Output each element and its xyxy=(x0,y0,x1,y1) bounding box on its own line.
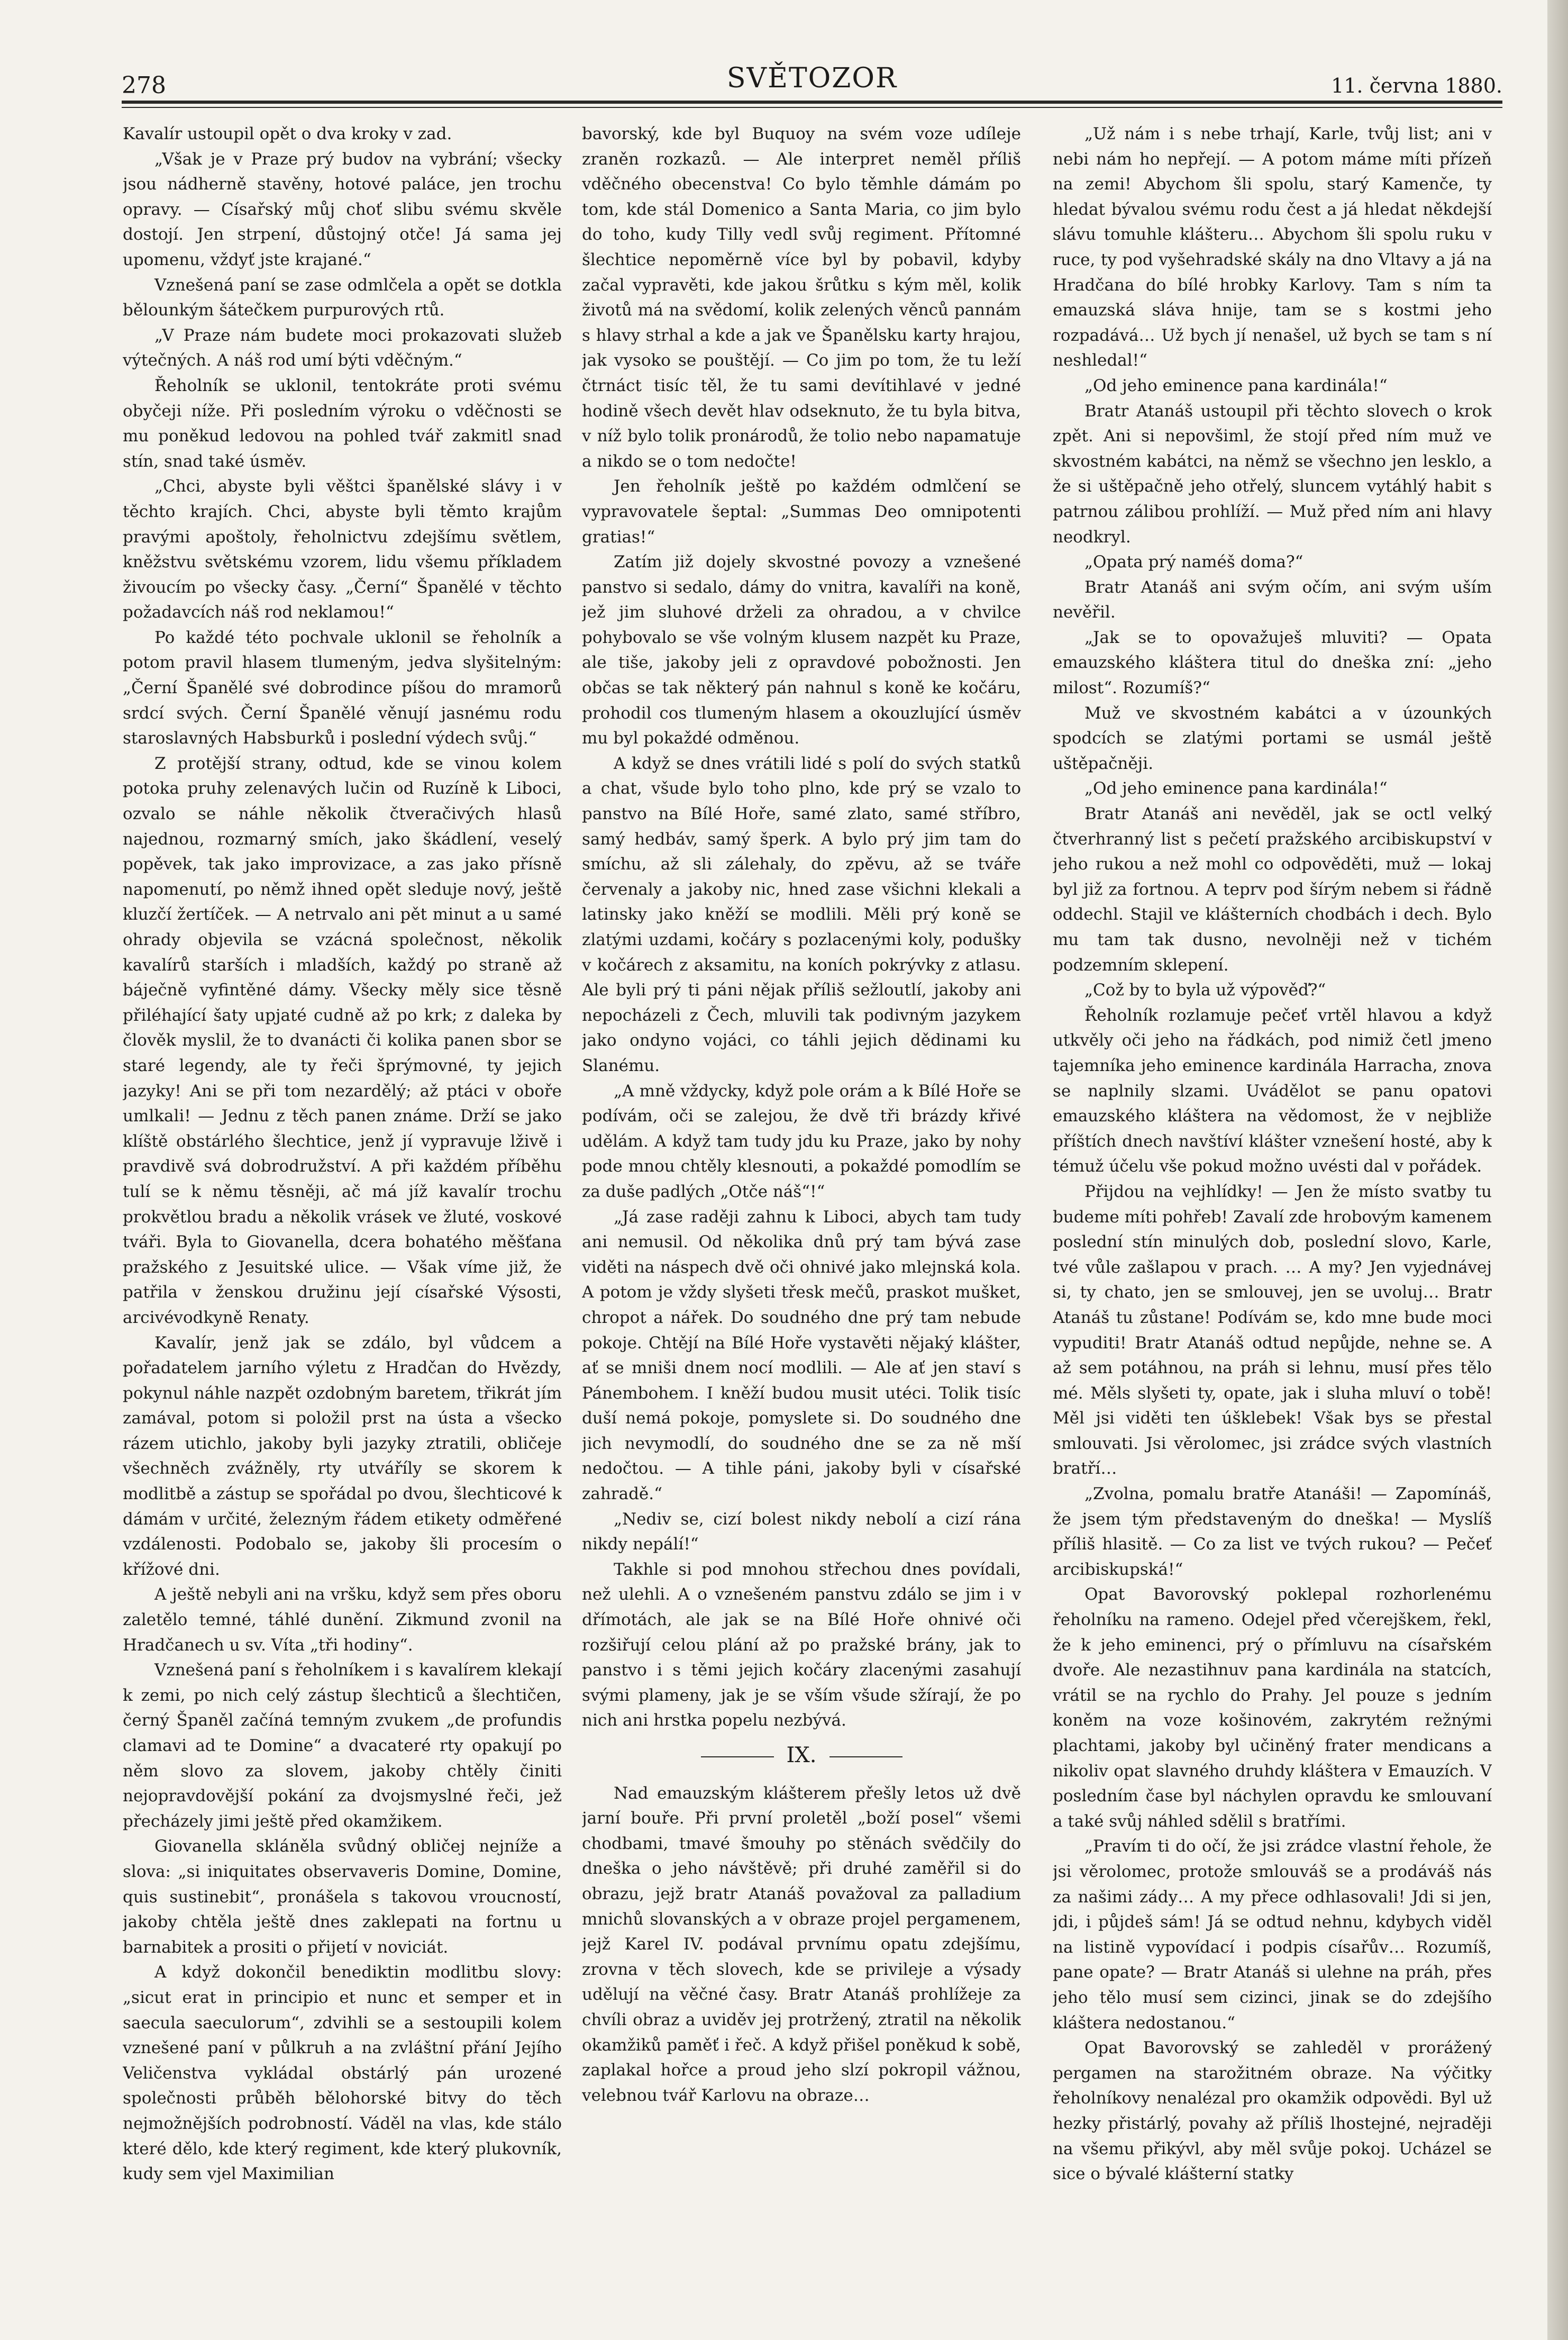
paragraph: „Však je v Praze prý budov na vybrání; všecky jsou nádherně stavěny, hotové paláce, jen trochu opravy. — Císařský můj choť slibu svému skvěle dostojí. Jen strpení, důstojný otče! Já sama jej upomenu, vždyť jste krajané.“ xyxy=(123,149,562,269)
paragraph: Bratr Atanáš ustoupil při těchto slovech o krok zpět. Ani si nepovšiml, že stojí před ním muž ve skvostném kabátci, na němž se všechno jen lesklo, a že si uštěpačně jeho otřelý, sluncem vytáhlý habit s patrnou zálibou prohlíží. — Muž před ním ani hlavy neodkryl. xyxy=(1053,401,1492,547)
paragraph: Z protější strany, odtud, kde se vinou kolem potoka pruhy zelenavých lučin od Ruzíně k Liboci, ozvalo se náhle několik čtveračivých hlasů najednou, rozmarný smích, jako škádlení, veselý popěvek, tak jako improvizace, a zas jako přísně napomenutí, po němž ihned opět sleduje nový, ještě kluzčí žertíček. — A netrvalo ani pět minut a u samé ohrady objevila se vzácná společnost, několik kavalírů starších i mladších, každý po straně až báječně vyfintěné dámy. Všecky měly sice těsně přiléhající šaty upjaté cudně až po krk; z daleka by člověk myslil, že to dvanácti či kolika panen sbor se staré legendy, ale ty řeči šprýmovné, ty jejich jazyky! Ani se při tom nezardělý; až ptáci v oboře umlkali! — Jednu z těch panen známe. Drží se jako klíště obstárlého šlechtice, jenž jí vypravuje lživě i pravdivě svá dobrodružství. A při každém příběhu tulí se k němu těsněji, ač má jíž kavalír trochu prokvětlou bradu a několik vrásek ve žluté, voskové tváři. Byla to Giovanella, dcera bohatého měšťana pražského z Jesuitské ulice. — Však víme již, že patřila v ženskou družinu její císařské Výsosti, arcivévodkyně Renaty. xyxy=(123,754,562,1327)
section-rule-left xyxy=(701,1756,774,1757)
paragraph: A když se dnes vrátili lidé s polí do svých statků a chat, všude bylo toho plno, kde prý se vzalo to panstvo na Bílé Hoře, samé zlato, samé stříbro, samý hedbáv, samý šperk. A bylo prý jim tam do smíchu, až sli zálehaly, do zpěvu, až se tváře červenaly a jakoby nic, hned zase všichni klekali a latinsky jako kněží se modlili. Měli prý koně se zlatými uzdami, kočáry s pozlacenými koly, podušky v kočárech z aksamitu, na koních pokrývky z atlasu. Ale byli prý ti páni nějak příliš sežloutlí, jakoby ani nepocházeli z Čech, mluvili tak podivným jazykem jako ondyno vojáci, co táhli jejich dědinami ku Slanému. xyxy=(582,754,1021,1075)
column-2-before-section xyxy=(582,122,1021,1734)
paragraph: Bratr Atanáš ani nevěděl, jak se octl velký čtverhranný list s pečetí pražského arcibiskupství v jeho rukou a než mohl co odpověděti, muž — lokaj byl již za fortnou. A teprv pod šírým nebem si řádně oddechl. Stajil ve klášterních chodbách i dech. Bylo mu tam tak dusno, nevolněji než v tichém podzemním sklepení. xyxy=(1053,804,1492,975)
paragraph: Řeholník rozlamuje pečeť vrtěl hlavou a když utkvěly oči jeho na řádkách, pod nimiž četl jmeno tajemníka jeho eminence kardinála Harracha, znova se naplnily slzami. Uvádělot se panu opatovi emauzského kláštera na vědomost, že v nejbliže příštích dnech navštíví klášter vznešení hosté, aby k témuž účelu vše pokud možno uvésti dal v pořádek. xyxy=(1053,1005,1492,1176)
section-heading xyxy=(582,1743,1021,1768)
header-rule-thin xyxy=(122,107,1502,108)
issue-date: 11. června 1880. xyxy=(1331,74,1502,97)
paragraph: „A mně vždycky, když pole orám a k Bílé Hoře se podívám, oči se zalejou, že dvě tři brázdy křivé udělám. A když tam tudy jdu ku Praze, jako by nohy pode mnou chtěly klesnouti, a pokaždé pomodlím se za duše padlých „Otče náš“!“ xyxy=(582,1081,1021,1201)
paragraph: „Od jeho eminence pana kardinála!“ xyxy=(1084,376,1388,395)
journal-title: SVĚTOZOR xyxy=(726,62,898,94)
paragraph: Opat Bavorovský se zahleděl v prorážený pergamen na starožitném obraze. Na výčitky řeholníkovy nenalézal pro okamžik odpovědi. Byl už hezky přistárlý, povahy až příliš lhostejné, nejraději na všemu přikývl, aby měl svůje pokoj. Ucházel se sice o bývalé klášterní statky xyxy=(1053,2038,1492,2184)
paragraph: Jen řeholník ještě po každém odmlčení se vypravovatele šeptal: „Summas Deo omnipotenti gratias!“ xyxy=(582,477,1021,547)
paragraph: „Od jeho eminence pana kardinála!“ xyxy=(1084,779,1388,799)
column-2-after-section xyxy=(582,1781,1021,2109)
paragraph: „Pravím ti do očí, že jsi zrádce vlastní řehole, že jsi věrolomec, protože smlouváš se a prodáváš nás za našimi zády… A my přece odhlasovali! Jdi si jen, jdi, i půjdeš sám! Já se odtud nehnu, kdybych viděl na listině vypovídací i podpis císařův… Rozumíš, pane opate? — Bratr Atanáš si ulehne na práh, přes jeho tělo musí sem cizinci, jinak se do zdejšího kláštera nedostanou.“ xyxy=(1053,1837,1492,2033)
paragraph: A když dokončil benediktin modlitbu slovy: „sicut erat in principio et nunc et semper et in saecula saeculorum“, zdvihli se a sestoupili kolem vznešené paní v půlkruh a na zvláštní přání Jejího Veličenstva vykládal obstárlý pán urozené společnosti průběh bělohorské bitvy do těch nejmožnějších podrobností. Váděl na vlas, kde stálo které dělo, kde který regiment, kde který plukovník, kudy sem vjel Maximilian xyxy=(123,1963,562,2184)
text-column-2 xyxy=(582,122,1021,2291)
paragraph: „Opata prý naméš doma?“ xyxy=(1084,552,1303,572)
section-rule-right xyxy=(829,1756,902,1757)
paragraph: „Což by to byla už výpověď?“ xyxy=(1084,981,1326,1000)
paragraph: Přijdou na vejhlídky! — Jen že místo svatby tu budeme míti pohřeb! Zavalí zde hrobovým kamenem poslední stín minulých dob, poslední slovo, Karle, tvé vůle zašlapou v prach. … A my? Jen vyjednávej si, ty chato, jen se smlouvej, jen se uvoluj… Bratr Atanáš tu zůstane! Podívám se, kdo mne bude moci vypuditi! Bratr Atanáš odtud nepůjde, nehne se. A až sem potáhnou, na práh si lehnu, musí přes tělo mé. Měls slyšeti ty, opate, jak i sluha mluví o tobě! Měl jsi viděti ten úšklebek! Však bys se přestal smlouvati. Jsi věrolomec, jsi zrádce svých vlastních bratří… xyxy=(1053,1182,1492,1479)
paragraph: Muž ve skvostném kabátci a v úzounkých spodcích se zlatými portami se usmál ještě uštěpačněji. xyxy=(1053,703,1492,773)
paragraph: Giovanella skláněla svůdný obličej nejníže a slova: „si iniquitates observaveris Domine, Domine, quis sustinebit“, pronášela s takovou vroucností, jakoby chtěla ještě dnes zaklepati na fortnu u barnabitek a prositi o přijetí v noviciát. xyxy=(123,1837,562,1957)
paragraph: „Chci, abyste byli věštci španělské slávy i v těchto krajích. Chci, abyste byli těmto krajům pravými apoštoly, řeholnictvu zdejšímu světlem, kněžstvu světskému vzorem, lidu všemu příkladem živoucím po všecky časy. „Černí“ Španělé v těchto požadavcích náš rod neklamou!“ xyxy=(123,477,562,622)
paragraph: Po každé této pochvale uklonil se řeholník a potom pravil hlasem tlumeným, jedva slyšitelným: „Černí Španělé své dobrodince píšou do mramorů srdcí svých. Černí Španělé věnují jasnému rodu staroslavných Habsburků i poslední výdech svůj.“ xyxy=(123,628,562,748)
text-column-1 xyxy=(123,122,562,2291)
paragraph: Řeholník se uklonil, tentokráte proti svému obyčeji níže. Při posledním výroku o vděčnosti se mu poněkud ledovou na pohled tvář zakmitl snad stín, snad také úsměv. xyxy=(123,376,562,471)
text-column-3 xyxy=(1053,122,1492,2291)
paragraph: bavorský, kde byl Buquoy na svém voze udíleje zraněn rozkazů. — Ale interpret neměl příliš vděčného obecenstva! Co bylo těmhle dámám po tom, kde stál Domenico a Santa Maria, co jim bylo do toho, kudy Tilly vedl svůj regiment. Přítomné šlechtice nepoměrně více byl by pobavil, kdyby začal vypravěti, kde jakou šrůtku s kým měl, kolik životů má na svědomí, kolik zelených věnců pannám s hlavy strhal a kde a jak ve Španělsku karty hrajou, jak vysoko se pouštějí. — Co jim po tom, že tu leží čtrnáct tisíc těl, že tu sami devítihlavé v jedné hodině všech devět hlav odseknuto, že tu byla bitva, v níž bylo tolik pronárodů, že tolio nebo napamatuje a nikdo se o tom nedočte! xyxy=(582,124,1021,471)
paragraph: Vznešená paní se zase odmlčela a opět se dotkla bělounkým šátečkem purpurových rtů. xyxy=(123,275,562,320)
paragraph: „V Praze nám budete moci prokazovati služeb výtečných. A náš rod umí býti vděčným.“ xyxy=(123,325,562,370)
paragraph: „Já zase raději zahnu k Liboci, abych tam tudy ani nemusil. Od několika dnů prý tam bývá zase viděti na náspech dvě oči ohnivé jako mlejnská kola. A potom je vždy slyšeti třesk mečů, praskot mušket, chropot a nářek. Do soudného dne prý tam nebude pokoje. Chtějí na Bílé Hoře vystavěti nějaký klášter, ať se mniši dnem nocí modlili. — Ale ať jen staví s Pánembohem. I kněží budou musit utéci. Tolik tisíc duší nemá pokoje, pomyslete si. Do soudného dne jich nevymodlí, do soudného dne se za ně mší nedočtou. — A tihle páni, jakoby byli v císařské zahradě.“ xyxy=(582,1207,1021,1504)
paragraph: „Už nám i s nebe trhají, Karle, tvůj list; ani v nebi nám ho nepřejí. — A potom máme míti přízeň na zemi! Abychom šli spolu, starý Kamenče, ty hledat bývalou svému rodu čest a já hledat někdejší slávu tomuhle klášteru… Abychom šli spolu ruku v ruce, ty pod vyšehradské skály na dno Vltavy a já na Hradčana do bílé hrobky Karlovy. Tam s ním ta emauzská sláva hnije, tam se s kostmi jeho rozpadává… Už bych jí nenašel, už bych se tam s ní neshledal!“ xyxy=(1053,124,1492,370)
page-edge xyxy=(1547,0,1568,2340)
paragraph: „Jak se to opovažuješ mluviti? — Opata emauzského kláštera titul do dneška zní: „jeho milost“. Rozumíš?“ xyxy=(1053,628,1492,698)
paragraph: „Zvolna, pomalu bratře Atanáši! — Zapomínáš, že jsem tým představeným do dneška! — Myslíš příliš hlasitě. — Co za list ve tvých rukou? — Pečeť arcibiskupská!“ xyxy=(1053,1484,1492,1579)
paragraph: A ještě nebyli ani na vršku, když sem přes oboru zaletělo temné, táhlé dunění. Zikmund zvonil na Hradčanech u sv. Víta „tři hodiny“. xyxy=(123,1585,562,1655)
paragraph: Bratr Atanáš ani svým očím, ani svým uším nevěřil. xyxy=(1053,577,1492,622)
paragraph: Kavalír, jenž jak se zdálo, byl vůdcem a pořadatelem jarního výletu z Hradčan do Hvězdy, pokynul náhle nazpět ozdobným baretem, třikrát jím zamával, potom si položil prst na ústa a všecko rázem utichlo, jakoby byli jazyky ztratili, obličeje všechněch zvážněly, rty utváříly se skorem k modlitbě a zástup se spořádal po dvou, šlechticové k dámám v určité, železným řádem etikety odměřené vzdálenosti. Podobalo se, jakoby šli procesím o křížové dni. xyxy=(123,1333,562,1579)
paragraph: Vznešená paní s řeholníkem i s kavalírem klekají k zemi, po nich celý zástup šlechticů a šlechtičen, černý Španěl začíná temným zvukem „de profundis clamavi ad te Domine“ a dvacateré rty opakují po něm slovo za slovem, jakoby chtěly činiti nejopravdovější pokání za dvojsmyslné řeči, jež přecházely jimi ještě před okamžikem. xyxy=(123,1661,562,1831)
paragraph: „Nediv se, cizí bolest nikdy nebolí a cizí rána nikdy nepálí!“ xyxy=(582,1509,1021,1554)
paragraph: Kavalír ustoupil opět o dva kroky v zad. xyxy=(123,124,452,143)
header-rule xyxy=(122,101,1502,104)
page-number: 278 xyxy=(122,72,166,99)
section-title: IX. xyxy=(786,1743,817,1767)
paragraph: Nad emauzským klášterem přešly letos už dvě jarní bouře. Při první proletěl „boží posel“ všemi chodbami, tmavé šmouhy po stěnách svědčily do dneška o jeho návštěvě; při druhé zaměřil si do obrazu, jejž bratr Atanáš považoval za palladium mnichů slovanských a v obraze projel pergamenem, jejž Karel IV. podával prvnímu opatu zdejšímu, zrovna v těch slovech, kde se privileje a výsady udělují na věčné časy. Bratr Atanáš prohlížeje za chvíli obraz a uviděv jej protržený, ztratil na několik okamžiků paměť i řeč. A když přišel poněkud k sobě, zaplakal hořce a proud jeho slzí pokropil vážnou, velebnou tvář Karlovu na obraze… xyxy=(582,1783,1021,2105)
paragraph: Zatím již dojely skvostné povozy a vznešené panstvo si sedalo, dámy do vnitra, kavalíři na koně, jež jim sluhové drželi za ohradou, a v chvilce pohybovalo se vše volným klusem nazpět ku Praze, ale tiše, jakoby jeli z opravdové pobožnosti. Jen občas se tak některý pán nahnul s koně ke kočáru, prohodil cos tlumeným hlasem a okouzlující úsměv mu byl pokaždé odměnou. xyxy=(582,552,1021,748)
paragraph: Opat Bavorovský poklepal rozhorlenému řeholníku na rameno. Odejel před včerejškem, řekl, že k jeho eminenci, prý o přímluvu na císařském dvoře. Ale nezastihnuv pana kardinála na statcích, vrátil se na rychlo do Prahy. Jel pouze s jedním koněm na voze košinovém, zakrytém režnými plachtami, jakoby byl učiněný frater mendicans a nikoliv opat slavného druhdy kláštera v Emauzích. V posledním čase byl náchylen opravdu ke smlouvaní a také svůj náhled sdělil s bratřími. xyxy=(1053,1585,1492,1831)
paragraph: Takhle si pod mnohou střechou dnes povídali, než ulehli. A o vznešeném panstvu zdálo se jim i v dřímotách, ale jak se na Bílé Hoře ohnivé oči rozšiřují celou plání až po pražské brány, jak to panstvo i s těmi jejich kočáry zlacenými zasahují svými plameny, jak je se vším všude sžírají, že po nich ani hrstka popelu nezbývá. xyxy=(582,1559,1021,1730)
